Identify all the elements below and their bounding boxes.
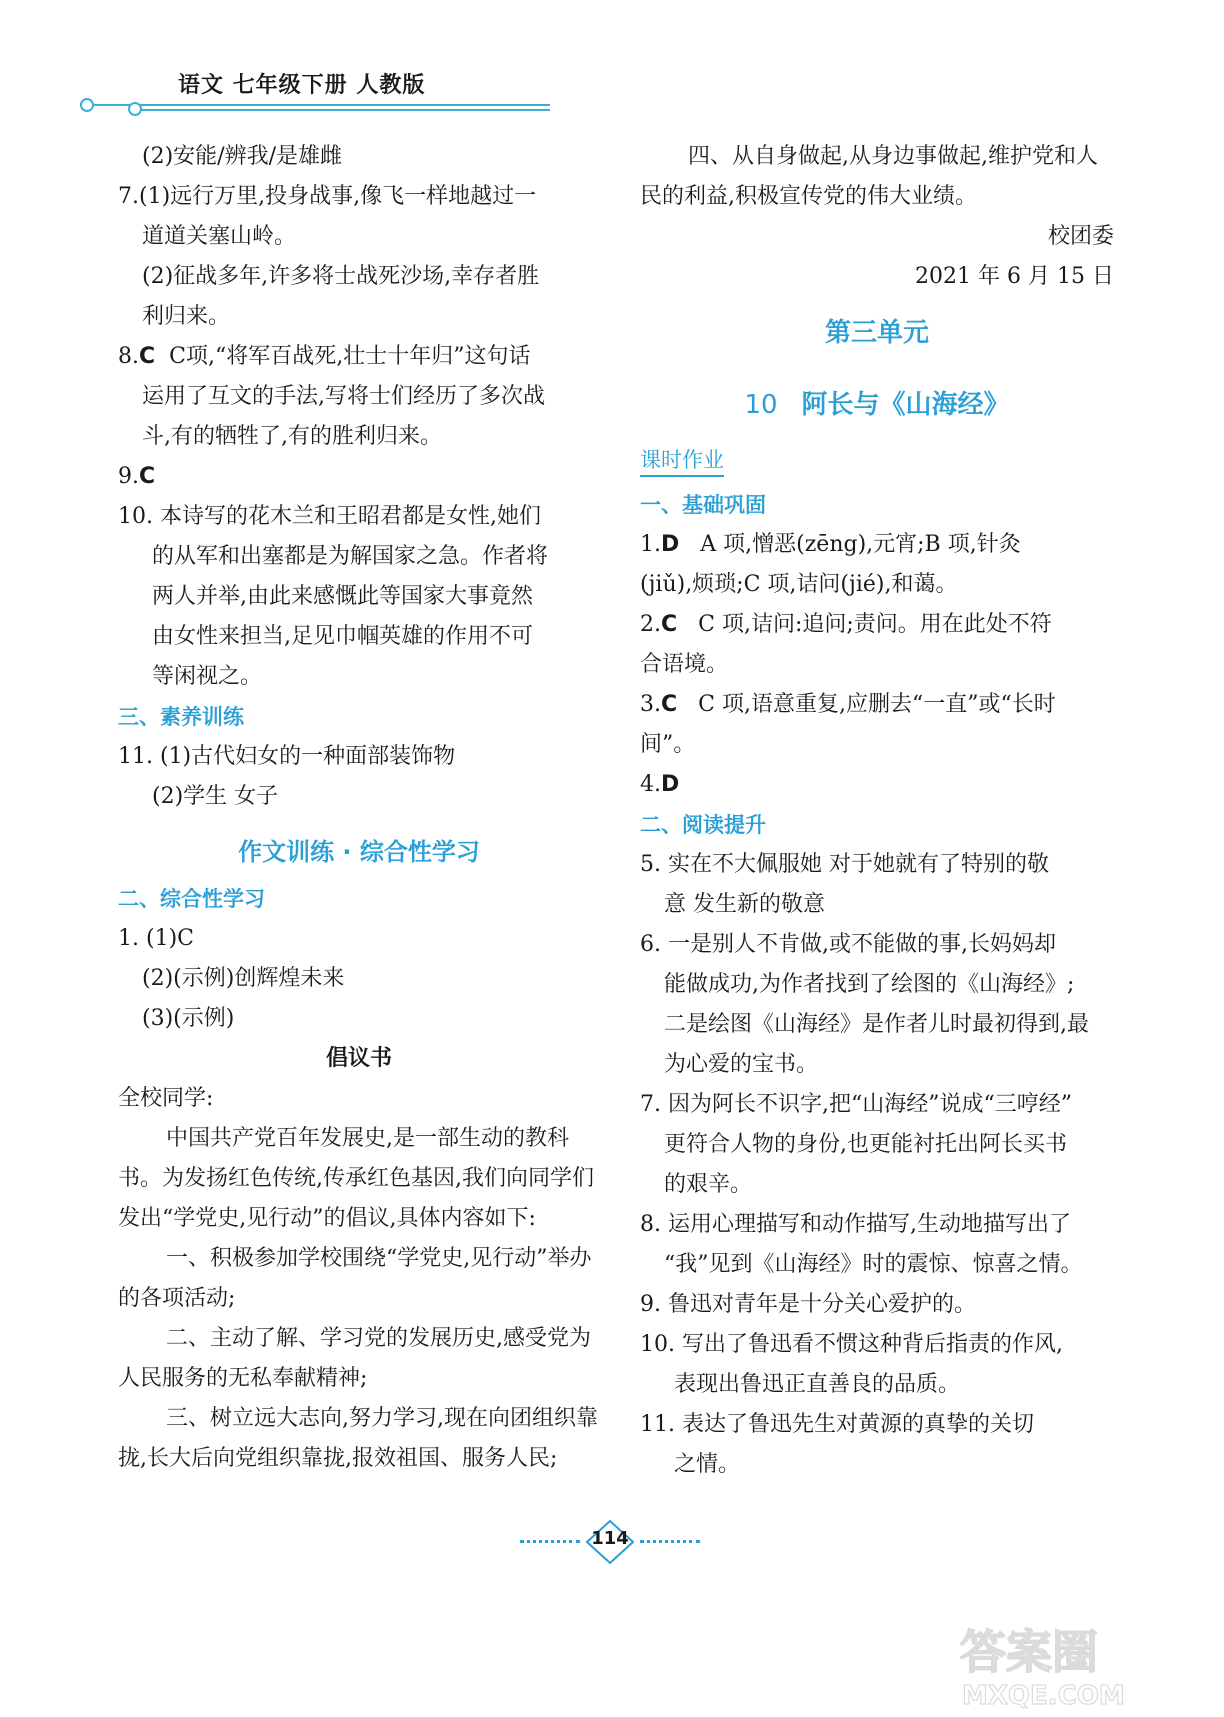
answer-line [640, 765, 1114, 805]
answer-choice: C [139, 464, 156, 489]
answer-line: 11. (1)古代妇女的一种面部装饰物 [118, 744, 456, 769]
homework-heading: 课时作业 [640, 445, 724, 477]
answer-choice: C [661, 692, 678, 717]
header-circle-icon [128, 102, 142, 116]
answer-line: 5. 实在不大佩服她 对于她就有了特别的敬 [640, 852, 1049, 877]
answer-line: 为心爱的宝书。 [664, 1052, 819, 1077]
section-heading: 二、阅读提升 [640, 813, 766, 837]
answer-line: 6. 一是别人不肯做,或不能做的事,长妈妈却 [640, 932, 1056, 957]
answer-line: 9. 鲁迅对青年是十分关心爱护的。 [640, 1292, 976, 1317]
answer-text: C 项,语意重复,应删去“一直”或“长时 [698, 692, 1056, 717]
answer-line: 10. 写出了鲁迅看不惯这种背后指责的作风, [640, 1332, 1063, 1357]
answer-line: 更符合人物的身份,也更能衬托出阿长买书 [664, 1132, 1067, 1157]
right-column [640, 137, 1114, 1485]
answer-line: 1. (1)C [118, 926, 194, 951]
answer-line: 表现出鲁迅正直善良的品质。 [674, 1372, 961, 1397]
page-header [80, 64, 550, 114]
page-number-dots [640, 1540, 700, 1543]
header-circle-icon [80, 98, 94, 112]
answer-line: 11. 表达了鲁迅先生对黄源的真挚的关切 [640, 1412, 1034, 1437]
question-number: 1. [640, 532, 661, 557]
proposal-title: 倡议书 [325, 1046, 392, 1071]
proposal-paragraph: 三、树立远大志向,努力学习,现在向团组织靠拢,长大后向党组织靠拢,报效祖国、服务人民; [118, 1406, 598, 1471]
header-rule [80, 104, 550, 106]
lesson-name: 阿长与《山海经》 [801, 390, 1010, 420]
answer-line: (3)(示例) [142, 1006, 235, 1031]
answer-line: 合语境。 [640, 652, 729, 677]
answer-choice: D [661, 772, 680, 797]
answer-line: (2)学生 女子 [152, 784, 279, 809]
answer-line: 由女性来担当,足见巾帼英雄的作用不可 [152, 624, 533, 649]
section-heading: 二、综合性学习 [118, 887, 265, 911]
answer-line: 的艰辛。 [664, 1172, 753, 1197]
answer-line: 之情。 [674, 1452, 741, 1477]
answer-line: 道道关塞山岭。 [142, 224, 297, 249]
answer-line: 7.(1)远行万里,投身战事,像飞一样地越过一 [118, 184, 537, 209]
answer-line [640, 525, 1114, 565]
answer-line: 8. 运用心理描写和动作描写,生动地描写出了 [640, 1212, 1071, 1237]
answer-line: (2)征战多年,许多将士战死沙场,幸存者胜 [142, 264, 540, 289]
answer-line: “我”见到《山海经》时的震惊、惊喜之情。 [664, 1252, 1083, 1277]
answer-line [118, 337, 600, 377]
proposal-paragraph: 二、主动了解、学习党的发展历史,感受党为人民服务的无私奉献精神; [118, 1326, 591, 1391]
answer-line: 间”。 [640, 732, 696, 757]
question-number: 3. [640, 692, 661, 717]
answer-line: 两人并举,由此来感慨此等国家大事竟然 [152, 584, 533, 609]
lesson-title [640, 369, 1114, 441]
subsection-title: 作文训练 · 综合性学习 [238, 838, 480, 866]
answer-line [640, 605, 1114, 645]
page-number-text: 114 [591, 1528, 629, 1549]
page-number-dots [520, 1540, 580, 1543]
answer-line: 等闲视之。 [152, 664, 263, 689]
question-number: 4. [640, 772, 661, 797]
question-number: 9. [118, 464, 139, 489]
page-number-diamond-icon [586, 1520, 634, 1564]
proposal-signature: 校团委 [1047, 224, 1114, 249]
proposal-paragraph: 中国共产党百年发展史,是一部生动的教科书。为发扬红色传统,传承红色基因,我们向同学们发出“学党史,见行动”的倡议,具体内容如下: [118, 1126, 594, 1231]
proposal-date: 2021 年 6 月 15 日 [915, 264, 1114, 289]
answer-line: (2)(示例)创辉煌未来 [142, 966, 345, 991]
answer-line: (2)安能/辨我/是雄雌 [142, 144, 342, 169]
answer-line: 运用了互文的手法,写将士们经历了多次战 [142, 384, 545, 409]
answer-line: 10. 本诗写的花木兰和王昭君都是女性,她们 [118, 504, 541, 529]
question-number: 8. [118, 344, 139, 369]
homework-heading-row [640, 441, 1114, 485]
unit-title: 第三单元 [824, 318, 929, 348]
answer-choice: D [661, 532, 680, 557]
answer-text: C项,“将军百战死,壮士十年归”这句话 [169, 344, 531, 369]
proposal-paragraph: 一、积极参加学校围绕“学党史,见行动”举办的各项活动; [118, 1246, 592, 1311]
answer-choice: C [661, 612, 678, 637]
answer-line: 利归来。 [142, 304, 231, 329]
page-number [520, 1520, 700, 1564]
answer-line: (jiǔ),烦琐;C 项,诘问(jié),和蔼。 [640, 572, 958, 597]
answer-line: 二是绘图《山海经》是作者儿时最初得到,最 [664, 1012, 1089, 1037]
watermark-logo [950, 1620, 1210, 1710]
answer-text: A 项,憎恶(zēng),元宵;B 项,针灸 [700, 532, 1021, 557]
question-number: 2. [640, 612, 661, 637]
answer-text: C 项,诘问:追问;责问。用在此处不符 [698, 612, 1052, 637]
answer-line: 意 发生新的敬意 [664, 892, 825, 917]
header-rule-2 [136, 109, 550, 111]
svg-text:MXQE.COM: MXQE.COM [962, 1681, 1125, 1710]
answer-choice: C [139, 344, 156, 369]
answer-line: 的从军和出塞都是为解国家之急。作者将 [152, 544, 549, 569]
proposal-salutation: 全校同学: [118, 1086, 214, 1111]
section-heading: 三、素养训练 [118, 705, 244, 729]
answer-line [118, 457, 600, 497]
answer-line: 斗,有的牺牲了,有的胜利归来。 [142, 424, 442, 449]
answer-line [640, 685, 1114, 725]
left-column [118, 137, 600, 1479]
lesson-number: 10 [744, 390, 778, 420]
proposal-paragraph: 四、从自身做起,从身边事做起,维护党和人民的利益,积极宣传党的伟大业绩。 [640, 144, 1098, 209]
header-title: 语文 七年级下册 人教版 [178, 73, 426, 98]
answer-line: 7. 因为阿长不识字,把“山海经”说成“三哼经” [640, 1092, 1072, 1117]
section-heading: 一、基础巩固 [640, 493, 766, 517]
svg-text:答案圈: 答案圈 [960, 1625, 1098, 1679]
answer-line: 能做成功,为作者找到了绘图的《山海经》; [664, 972, 1075, 997]
